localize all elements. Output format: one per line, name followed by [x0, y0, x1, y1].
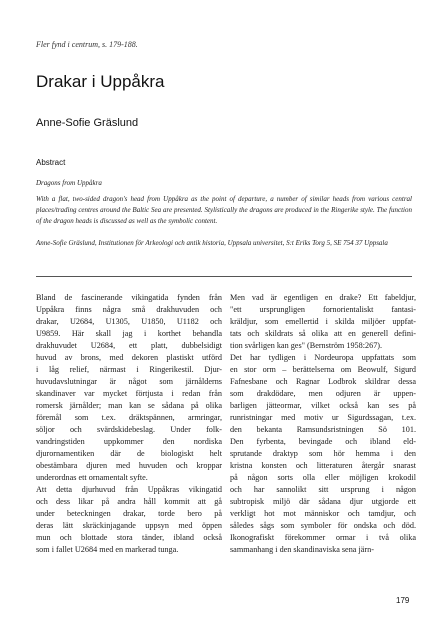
running-head: Fler fynd i centrum, s. 179-188. [36, 40, 138, 49]
body-text-line: tats och skildrats så olika att en generell defini- [230, 329, 416, 338]
body-text-line: Men vad är egentligen en drake? Ett fabeldjur, [230, 293, 416, 302]
body-text-line: skandinaver var mycket förtjusta i redan från [36, 389, 222, 398]
body-text-line: som i fallet U2684 med en markerad tunga. [36, 545, 179, 554]
abstract-heading: Abstract [36, 158, 66, 167]
body-text-line: Den fyrbenta, bevingade och ibland eld- [230, 437, 416, 446]
body-text-line: som drakdödare, men odjuren är uppen- [230, 389, 416, 398]
body-text-line: drakhuvudet U2684, ett platt, dubbelsidigt [36, 341, 222, 350]
body-text-line: "ett ursprungligen fornorientaliskt fantasi- [230, 305, 416, 314]
article-title: Drakar i Uppåkra [36, 72, 165, 91]
abstract-body: With a flat, two-sided dragon's head from Uppåkra as the point of departure, a number of similar heads from various central places/trading centres around the Baltic Sea are presented. Stylistically the dragons are produced in the Ringerike style. The function of the dragon heads is discussed as well as the symbolic content. [36, 195, 412, 225]
body-text-line: Bland de fascinerande vikingatida fynden från [36, 293, 222, 302]
body-text-line: obestämbara djuren med huvuden och kroppar [36, 461, 222, 470]
body-text-line: tion svårligen kan ges" (Bernström 1958:267). [230, 341, 383, 350]
body-text-line: Det har tydligen i Nordeuropa uppfattats som [230, 353, 416, 362]
body-text-line: Att detta djurhuvud från Uppåkras vikingatid [36, 485, 222, 494]
body-text-line: vandringstiden uppkommer den nordiska [36, 437, 222, 446]
body-text-line: subtropisk miljö där sådana djur utgjorde ett [230, 497, 416, 506]
body-text-line: den bekanta Ramsundsristningen Sö 101. [230, 425, 416, 434]
body-text-line: föremål som t.ex. dräktspännen, armringar, [36, 413, 222, 422]
body-text-line: en stor orm – berättelserna om Beowulf, Sigurd [230, 365, 416, 374]
body-text-line: djurornamentiken där de biologiskt helt [36, 449, 222, 458]
body-text-line: underordnas ett ornamentalt syfte. [36, 473, 148, 482]
body-text-line: kräldjur, som emellertid i skilda miljöer uppfat- [230, 317, 416, 326]
body-text-line: sprutande draktyp som hör hemma i den [230, 449, 416, 458]
body-column-right [230, 292, 416, 556]
body-text-line: Ikonografiskt förekommer ormar i två olika [230, 533, 416, 542]
body-text-line: på någon sorts olla eller möjligen krokodil [230, 473, 416, 482]
body-text-line: i låg relief, närmast i Ringerikestil. Djur- [36, 365, 222, 374]
author-affiliation: Anne-Sofie Gräslund, Institutionen för Arkeologi och antik historia, Uppsala universitet, S:t Eriks Torg 5, SE 754 37 Uppsala [36, 239, 388, 247]
body-text-line: verkligt hot mot människor och tamdjur, och [230, 509, 416, 518]
body-text-line: under beteckningen drakar, torde bero på [36, 509, 222, 518]
body-text-line: kristna konsten och litteraturen återgår snarast [230, 461, 416, 470]
page-number: 179 [396, 596, 410, 605]
body-text-line: barligen jätteormar, vilket också kan ses på [230, 401, 416, 410]
body-text-line: sammanhang i den skandinaviska sena järn- [230, 545, 374, 554]
body-column-left [36, 292, 222, 556]
body-text-line: mun och blottade stora tänder, ibland också [36, 533, 222, 542]
body-text-line: U9859. Här skall jag i korthet behandla [36, 329, 222, 338]
body-text-line: Fafnesbane och Ragnar Lodbrok skildrar dessa [230, 377, 416, 386]
body-text-line: söljor och svärdskidebeslag. Under folk- [36, 425, 222, 434]
body-text-line: och dess likar på andra håll kommit att gå [36, 497, 222, 506]
body-text-line: huvud av brons, med dekoren plastiskt utförd [36, 353, 222, 362]
section-divider [36, 276, 412, 277]
body-text-line: huvudavslutningar är något som järnålderns [36, 377, 222, 386]
body-text-line: romersk järnålder; man kan se sådana på olika [36, 401, 222, 410]
abstract-english-title: Dragons from Uppåkra [36, 179, 102, 187]
body-text-line: runristningar med motiv ur Sigurdssagan, t.ex. [230, 413, 416, 422]
body-text-line: således sågs som symboler för ondska och död. [230, 521, 416, 530]
body-text-line: och har sannolikt sitt ursprung i någon [230, 485, 416, 494]
body-text-line: deras lätt skräckinjagande uppsyn med öppen [36, 521, 222, 530]
article-author: Anne-Sofie Gräslund [36, 117, 139, 129]
body-text-line: drakar, U2684, U1305, U1850, U1182 och [36, 317, 222, 326]
body-text-line: Uppåkra finns några små drakhuvuden och [36, 305, 222, 314]
